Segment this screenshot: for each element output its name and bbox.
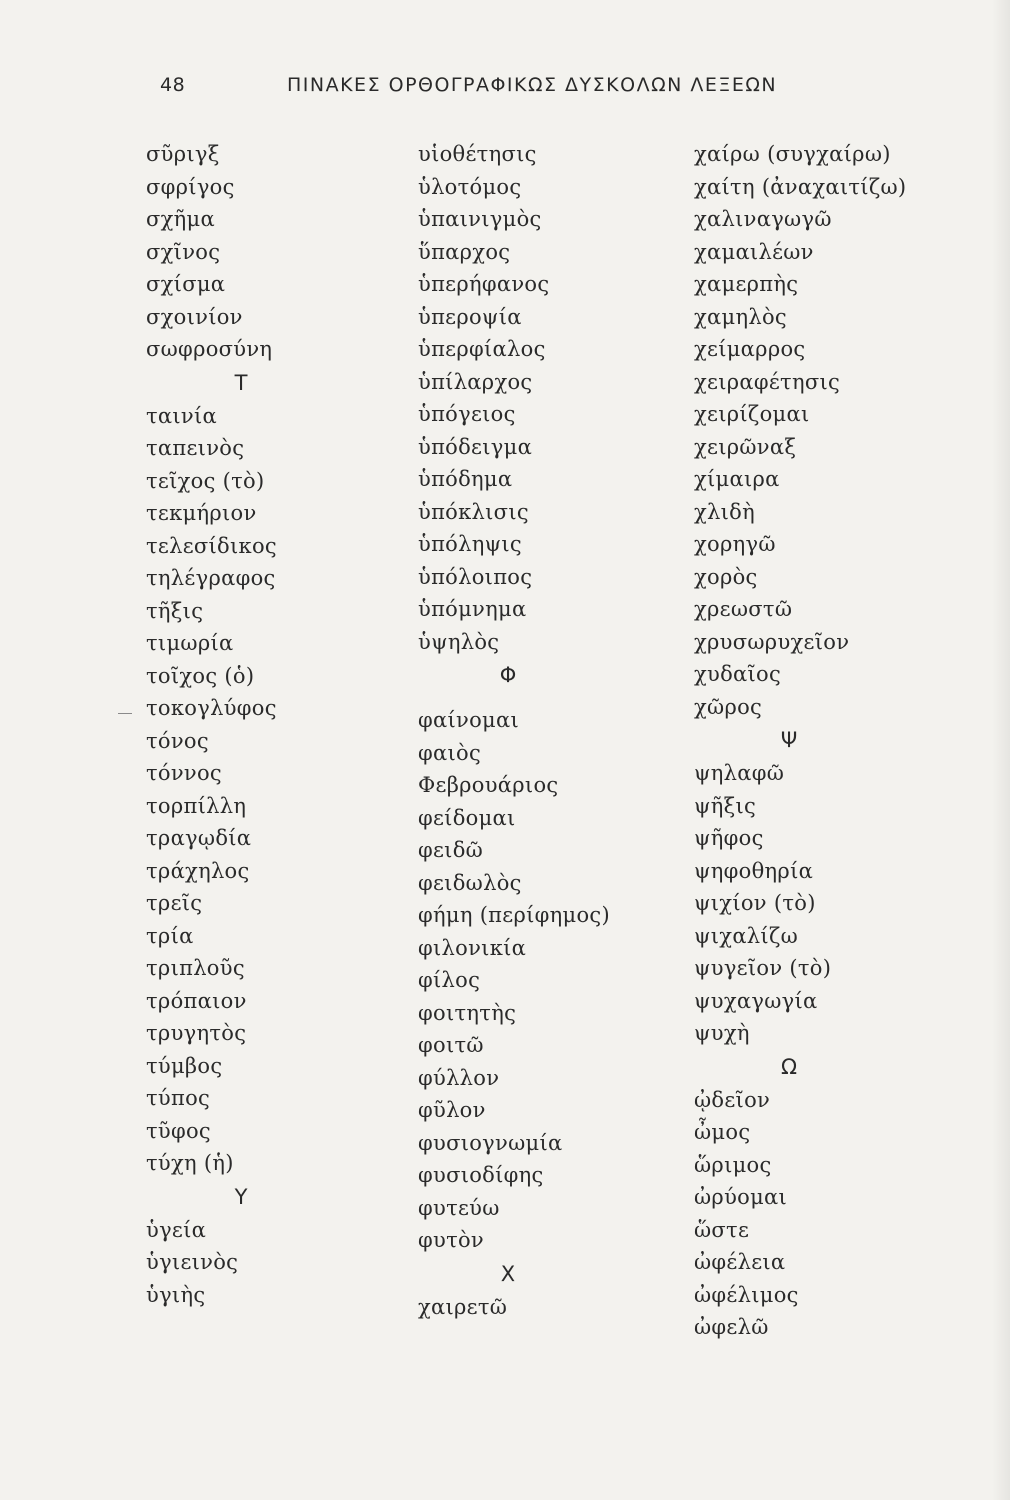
word-entry: φαίνομαι: [418, 708, 519, 732]
section-letter-chi: Χ: [500, 1261, 516, 1286]
word-entry: φύλλον: [418, 1065, 500, 1090]
column-middle: [418, 138, 678, 1323]
word-entry: χῶρος: [694, 694, 763, 719]
word-entry: ὑπόληψις: [418, 532, 522, 556]
word-entry: τρυγητὸς: [146, 1021, 247, 1045]
word-entry: τῆξις: [146, 598, 204, 623]
spacer: [418, 692, 678, 704]
section-letter-omega: Ω: [780, 1054, 798, 1079]
word-entry: ὑπίλαρχος: [418, 369, 533, 394]
word-entry: ὑγιεινὸς: [146, 1250, 239, 1274]
word-entry: φῦλον: [418, 1098, 486, 1122]
word-entry: τρεῖς: [146, 891, 203, 915]
word-entry: φήμη (περίφημος): [418, 903, 610, 927]
word-list: [694, 757, 994, 1050]
word-entry: φοιτῶ: [418, 1033, 484, 1057]
word-entry: σχῖνος: [146, 239, 221, 264]
word-entry: χαλιναγωγῶ: [694, 207, 832, 231]
word-entry: χαμηλὸς: [694, 304, 787, 329]
word-entry: χαίτη (ἀναχαιτίζω): [694, 174, 907, 199]
word-entry: τραγῳδία: [146, 826, 252, 850]
word-entry: ὑπόμνημα: [418, 597, 527, 621]
word-entry: τηλέγραφος: [146, 566, 276, 590]
word-entry: τόννος: [146, 761, 222, 785]
word-entry: ψῆφος: [694, 826, 764, 850]
word-entry: τύπος: [146, 1086, 211, 1110]
section-letter-tau: Τ: [234, 370, 248, 395]
word-entry: ὠφέλιμος: [694, 1282, 799, 1307]
word-entry: φυσιοδίφης: [418, 1163, 544, 1187]
word-entry: φυτὸν: [418, 1228, 484, 1252]
word-list: [694, 138, 994, 723]
word-entry: ψηφοθηρία: [694, 858, 814, 883]
word-entry: ὕπαρχος: [418, 239, 511, 264]
word-entry: φοιτητὴς: [418, 1000, 517, 1025]
word-entry: χορὸς: [694, 564, 758, 589]
word-list: [146, 138, 396, 366]
word-entry: φείδομαι: [418, 805, 516, 830]
word-entry: ὑπερφίαλος: [418, 337, 546, 361]
running-title: ΠΙΝΑΚΕΣ ΟΡΘΟΓΡΑΦΙΚΩΣ ΔΥΣΚΟΛΩΝ ΛΕΞΕΩΝ: [287, 74, 778, 96]
word-entry: ὑπερήφανος: [418, 272, 550, 296]
word-list: [146, 400, 396, 1180]
page-header: [0, 74, 1010, 104]
word-entry: χειρῶναξ: [694, 434, 797, 459]
word-entry: χορηγῶ: [694, 532, 776, 556]
margin-dash-mark: [118, 713, 132, 714]
word-entry: ὑψηλὸς: [418, 629, 500, 654]
word-entry: ᾠδεῖον: [694, 1087, 771, 1112]
word-entry: χειρίζομαι: [694, 402, 810, 426]
word-entry: ὥριμος: [694, 1152, 772, 1177]
word-entry: φυτεύω: [418, 1195, 500, 1220]
word-entry: ὥστε: [694, 1217, 750, 1242]
word-entry: υἱοθέτησις: [418, 142, 537, 166]
word-entry: φυσιογνωμία: [418, 1130, 563, 1155]
word-entry: χαιρετῶ: [418, 1294, 508, 1319]
page-number: 48: [160, 74, 186, 96]
word-entry: τιμωρία: [146, 631, 234, 655]
word-entry: ὦμος: [694, 1120, 751, 1144]
word-entry: χρυσωρυχεῖον: [694, 629, 850, 654]
word-entry: τεκμήριον: [146, 501, 257, 525]
word-list: [418, 138, 678, 658]
word-entry: ταπεινὸς: [146, 436, 245, 460]
section-letter-phi: Φ: [499, 663, 517, 687]
page-edge-shadow: [992, 0, 1010, 1500]
word-entry: τύχη (ἡ): [146, 1151, 234, 1175]
word-entry: τοκογλύφος: [146, 696, 277, 720]
word-entry: ὠρύομαι: [694, 1185, 788, 1209]
word-entry: ὑγιὴς: [146, 1282, 206, 1307]
word-entry: ὠφέλεια: [694, 1250, 786, 1274]
word-entry: φειδῶ: [418, 838, 484, 862]
word-entry: ὑπόλοιπος: [418, 564, 533, 589]
word-entry: Φεβρουάριος: [418, 773, 559, 797]
word-entry: σχίσμα: [146, 272, 226, 296]
word-entry: χαίρω (συγχαίρω): [694, 142, 891, 166]
word-list: [694, 1084, 994, 1344]
word-entry: φειδωλὸς: [418, 870, 522, 895]
word-entry: ταινία: [146, 403, 218, 428]
word-entry: ὑπεροψία: [418, 304, 522, 329]
word-entry: σχοινίον: [146, 304, 243, 329]
word-entry: τρόπαιον: [146, 988, 247, 1013]
word-entry: ψυχαγωγία: [694, 988, 818, 1013]
word-entry: ὑλοτόμος: [418, 174, 522, 199]
word-entry: ὑπόγειος: [418, 402, 516, 426]
word-entry: χλιδὴ: [694, 499, 755, 524]
word-entry: τορπίλλη: [146, 793, 247, 818]
word-entry: τόνος: [146, 728, 209, 753]
word-entry: σῦριγξ: [146, 142, 220, 166]
word-list: [418, 704, 678, 1257]
word-entry: ψῆξις: [694, 793, 757, 818]
section-letter-upsilon: Υ: [234, 1184, 248, 1209]
word-entry: χειραφέτησις: [694, 369, 841, 394]
word-entry: σχῆμα: [146, 207, 215, 231]
word-entry: ὑγεία: [146, 1217, 207, 1242]
word-entry: ψηλαφῶ: [694, 761, 785, 785]
word-entry: φιλονικία: [418, 935, 527, 960]
word-entry: ὑπαινιγμὸς: [418, 207, 542, 231]
column-right: [694, 138, 994, 1344]
word-entry: τράχηλος: [146, 858, 250, 883]
word-list: [418, 1291, 678, 1324]
word-entry: φαιὸς: [418, 740, 482, 765]
word-entry: φίλος: [418, 968, 481, 992]
word-entry: ψυχὴ: [694, 1021, 750, 1045]
word-entry: χρεωστῶ: [694, 597, 793, 621]
word-entry: τύμβος: [146, 1053, 223, 1078]
word-entry: χαμερπὴς: [694, 272, 799, 296]
word-entry: ὑπόδειγμα: [418, 434, 533, 459]
word-entry: χυδαῖος: [694, 662, 782, 686]
word-entry: χείμαρρος: [694, 337, 806, 361]
word-entry: ψιχίον (τὸ): [694, 891, 816, 915]
word-entry: τοῖχος (ὁ): [146, 663, 255, 688]
word-entry: τριπλοῦς: [146, 956, 245, 980]
word-entry: ὑπόδημα: [418, 467, 513, 491]
word-entry: σωφροσύνη: [146, 337, 273, 361]
word-entry: τελεσίδικος: [146, 533, 277, 558]
word-list: [146, 1214, 396, 1312]
column-left: [146, 138, 396, 1311]
word-entry: χίμαιρα: [694, 467, 780, 491]
section-letter-psi: Ψ: [780, 728, 798, 752]
word-entry: τεῖχος (τὸ): [146, 468, 265, 493]
word-entry: ὑπόκλισις: [418, 499, 529, 524]
word-entry: τρία: [146, 923, 194, 948]
word-entry: τῦφος: [146, 1118, 211, 1143]
word-entry: χαμαιλέων: [694, 239, 814, 264]
word-entry: σφρίγος: [146, 174, 235, 199]
word-entry: ψιχαλίζω: [694, 923, 799, 948]
word-entry: ψυγεῖον (τὸ): [694, 956, 832, 980]
word-entry: ὠφελῶ: [694, 1315, 769, 1339]
